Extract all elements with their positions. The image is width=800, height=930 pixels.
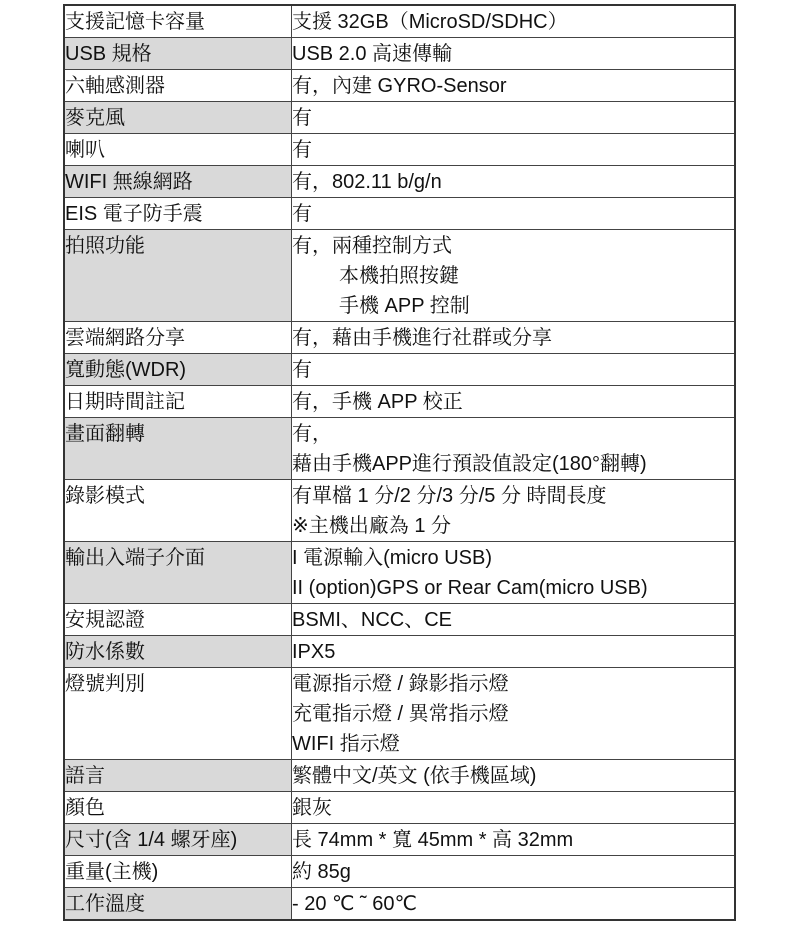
spec-row [64, 102, 735, 134]
spec-value-line: BSMI、NCC、CE [292, 609, 453, 631]
spec-value-line: 有， [292, 423, 332, 445]
spec-row [64, 636, 735, 668]
spec-value [292, 230, 736, 322]
spec-label: 尺寸(含 1/4 螺牙座) [64, 824, 292, 856]
spec-value [292, 636, 736, 668]
spec-value-line: ※主機出廠為 1 分 [292, 515, 451, 537]
spec-label: 輸出入端子介面 [64, 542, 292, 604]
spec-value-line: 約 85g [292, 861, 351, 883]
spec-value-line: 有，藉由手機進行社群或分享 [292, 327, 552, 349]
spec-value [292, 888, 736, 921]
spec-row [64, 166, 735, 198]
spec-value [292, 38, 736, 70]
spec-label: 工作溫度 [64, 888, 292, 921]
spec-value-line: 支援 32GB（MicroSD/SDHC） [292, 11, 568, 33]
spec-value [292, 824, 736, 856]
spec-row [64, 198, 735, 230]
spec-label: USB 規格 [64, 38, 292, 70]
spec-label: 語言 [64, 760, 292, 792]
spec-value-line: 電源指示燈 / 錄影指示燈 [292, 673, 509, 695]
spec-value [292, 604, 736, 636]
spec-label: 錄影模式 [64, 480, 292, 542]
spec-row [64, 38, 735, 70]
spec-value-line: 有，手機 APP 校正 [292, 391, 463, 413]
spec-value-line: USB 2.0 高速傳輸 [292, 43, 453, 65]
spec-value [292, 760, 736, 792]
spec-table-body [64, 5, 735, 920]
spec-value [292, 668, 736, 760]
spec-value-line: WIFI 指示燈 [292, 733, 400, 755]
spec-label: 燈號判別 [64, 668, 292, 760]
spec-label: 安規認證 [64, 604, 292, 636]
spec-value [292, 480, 736, 542]
spec-label: EIS 電子防手震 [64, 198, 292, 230]
spec-label: 六軸感測器 [64, 70, 292, 102]
spec-value [292, 856, 736, 888]
spec-value-line: 有，802.11 b/g/n [292, 171, 442, 193]
spec-value [292, 418, 736, 480]
spec-row [64, 542, 735, 604]
spec-row [64, 354, 735, 386]
spec-row [64, 386, 735, 418]
spec-value [292, 792, 736, 824]
spec-label: 畫面翻轉 [64, 418, 292, 480]
spec-label: 拍照功能 [64, 230, 292, 322]
spec-row [64, 70, 735, 102]
spec-row [64, 230, 735, 322]
spec-value-line: I 電源輸入(micro USB) [292, 547, 492, 569]
spec-value [292, 542, 736, 604]
spec-value-line: 手機 APP 控制 [339, 295, 470, 317]
spec-row [64, 668, 735, 760]
spec-row [64, 604, 735, 636]
spec-value [292, 354, 736, 386]
spec-value-line: 有 [292, 139, 312, 161]
spec-row [64, 792, 735, 824]
spec-value-line: 有 [292, 359, 312, 381]
spec-value-line: 長 74mm * 寬 45mm * 高 32mm [292, 829, 574, 851]
spec-value-line: 有，兩種控制方式 [292, 235, 452, 257]
spec-row [64, 856, 735, 888]
spec-label: 雲端網路分享 [64, 322, 292, 354]
spec-row [64, 322, 735, 354]
spec-value-line: IPX5 [292, 641, 336, 663]
spec-value [292, 198, 736, 230]
spec-value [292, 102, 736, 134]
spec-row [64, 888, 735, 921]
spec-value [292, 386, 736, 418]
spec-label: 日期時間註記 [64, 386, 292, 418]
spec-value-line: 充電指示燈 / 異常指示燈 [292, 703, 509, 725]
spec-row [64, 418, 735, 480]
spec-value-line: 有，內建 GYRO-Sensor [292, 75, 507, 97]
spec-label: 防水係數 [64, 636, 292, 668]
spec-value-line: 銀灰 [292, 797, 332, 819]
spec-row [64, 134, 735, 166]
spec-label: 顏色 [64, 792, 292, 824]
spec-value-line: 有 [292, 107, 312, 129]
spec-label: 寬動態(WDR) [64, 354, 292, 386]
spec-value-line: - 20 ℃ ˜ 60℃ [292, 893, 417, 915]
spec-label: WIFI 無線網路 [64, 166, 292, 198]
spec-value [292, 166, 736, 198]
spec-label: 喇叭 [64, 134, 292, 166]
spec-label: 重量(主機) [64, 856, 292, 888]
spec-value-line: 有單檔 1 分/2 分/3 分/5 分 時間長度 [292, 485, 607, 507]
spec-row [64, 480, 735, 542]
spec-value-line: 本機拍照按鍵 [339, 265, 459, 287]
spec-value-line: 藉由手機APP進行預設值設定(180°翻轉) [292, 453, 647, 475]
spec-row [64, 5, 735, 38]
spec-value [292, 5, 736, 38]
spec-value [292, 322, 736, 354]
spec-row [64, 760, 735, 792]
spec-table [63, 4, 736, 921]
spec-label: 支援記憶卡容量 [64, 5, 292, 38]
spec-value [292, 134, 736, 166]
spec-value-line: II (option)GPS or Rear Cam(micro USB) [292, 577, 648, 599]
spec-value-line: 繁體中文/英文 (依手機區域) [292, 765, 537, 787]
spec-value [292, 70, 736, 102]
spec-row [64, 824, 735, 856]
spec-value-line: 有 [292, 203, 312, 225]
spec-label: 麥克風 [64, 102, 292, 134]
